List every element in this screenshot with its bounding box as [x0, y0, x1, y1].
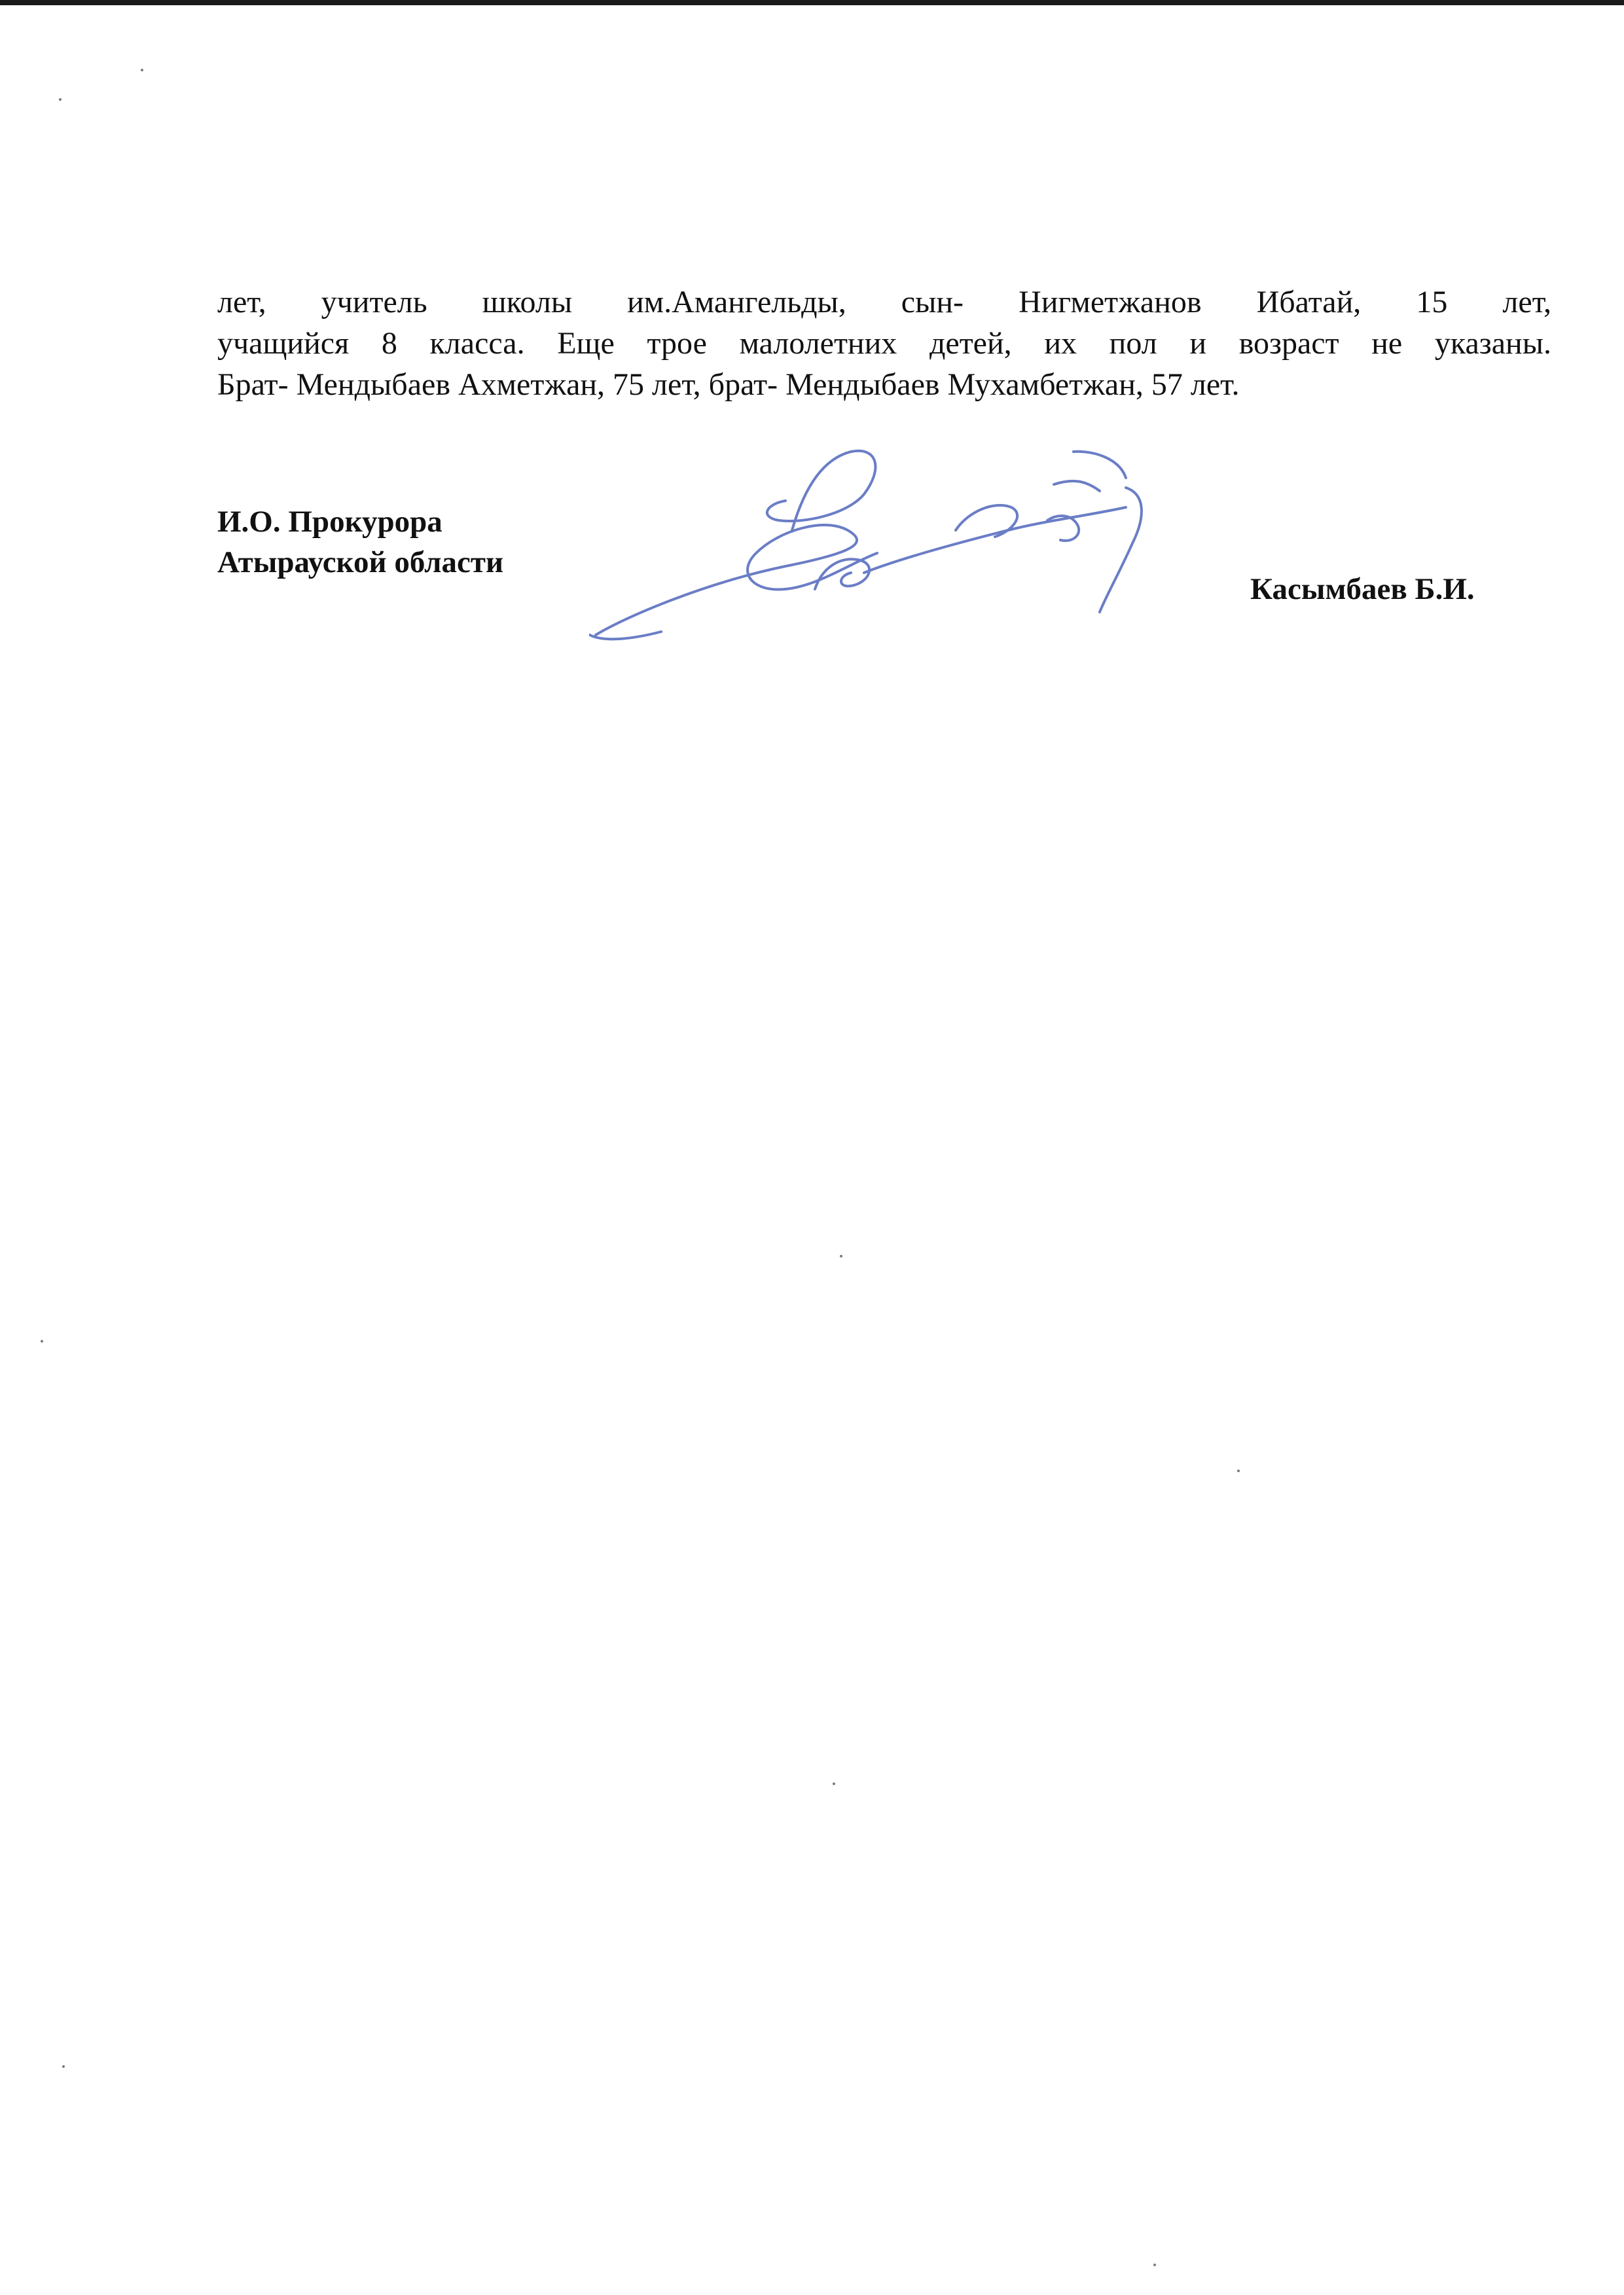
- signer-region: Атырауской области: [217, 545, 504, 579]
- scan-border: [0, 0, 1624, 5]
- scan-speck: [1153, 2264, 1156, 2266]
- scan-speck: [62, 2065, 65, 2068]
- handwritten-signature: [589, 432, 1178, 655]
- scan-speck: [1237, 1470, 1240, 1472]
- body-line-1: лет, учитель школы им.Амангельды, сын- Нигметжанов Ибатай, 15 лет,: [217, 285, 1551, 319]
- scan-speck: [840, 1255, 842, 1257]
- body-line-3: Брат- Мендыбаев Ахметжан, 75 лет, брат- Мендыбаев Мухамбетжан, 57 лет.: [217, 367, 1240, 402]
- scan-speck: [41, 1340, 43, 1343]
- scan-speck: [141, 69, 143, 71]
- signer-position: [217, 501, 503, 583]
- body-paragraph: [217, 281, 1551, 405]
- body-line-2: учащийся 8 класса. Еще трое малолетних детей, их пол и возраст не указаны.: [217, 326, 1551, 361]
- scan-speck: [59, 98, 62, 101]
- signer-title: И.О. Прокурора: [217, 505, 442, 539]
- signer-name: Касымбаев Б.И.: [1250, 572, 1475, 606]
- scan-speck: [833, 1782, 835, 1785]
